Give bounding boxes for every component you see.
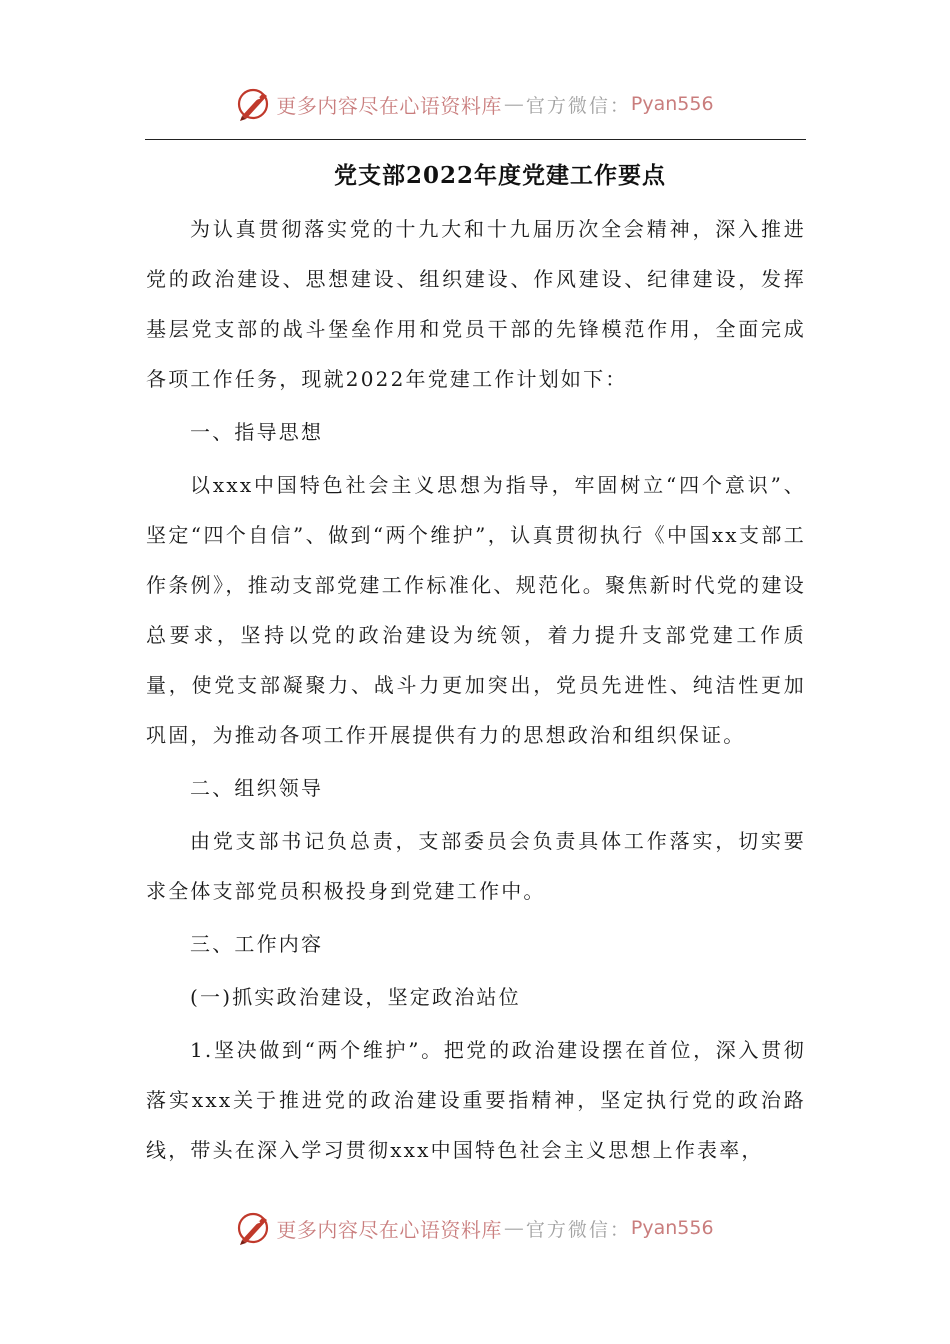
footer-watermark-banner bbox=[0, 1208, 950, 1248]
section-heading-leadership: 二、组织领导 bbox=[190, 776, 324, 800]
banner-wechat-label: 官方微信： bbox=[525, 94, 631, 117]
banner-separator: — bbox=[503, 92, 524, 116]
guiding-thought-paragraph: 以xxx中国特色社会主义思想为指导，牢固树立“四个意识”、坚定“四个自信”、做到“两个维护”，认真贯彻执行《中国xx支部工作条例》，推动支部党建工作标准化、规范化。聚焦新时代党的建设总要求，坚持以党的政治建设为统领，着力提升支部党建工作质量，使党支部凝聚力、战斗力更加突出，党员先进性、纯洁性更加巩固，为推动各项工作开展提供有力的思想政治和组织保证。 bbox=[146, 473, 806, 747]
banner-wechat-label: 官方微信： bbox=[525, 1218, 631, 1241]
pen-logo-icon bbox=[236, 86, 272, 122]
document-title: 党支部2022年度党建工作要点 bbox=[333, 162, 666, 189]
pen-logo-icon bbox=[236, 1210, 272, 1246]
item-paragraph-1: 1.坚决做到“两个维护”。把党的政治建设摆在首位，深入贯彻落实xxx关于推进党的政治建设重要指精神，坚定执行党的政治路线，带头在深入学习贯彻xxx中国特色社会主义思想上作表率， bbox=[146, 1038, 806, 1162]
leadership-paragraph: 由党支部书记负总责，支部委员会负责具体工作落实，切实要求全体支部党员积极投身到党建工作中。 bbox=[146, 829, 806, 903]
header-watermark-banner bbox=[0, 84, 950, 124]
intro-paragraph: 为认真贯彻落实党的十九大和十九届历次全会精神，深入推进党的政治建设、思想建设、组织建设、作风建设、纪律建设，发挥基层党支部的战斗堡垒作用和党员干部的先锋模范作用，全面完成各项工作任务，现就2022年党建工作计划如下： bbox=[146, 217, 806, 391]
banner-separator: — bbox=[503, 1216, 524, 1240]
document-body bbox=[146, 204, 806, 1178]
banner-site-text: 更多内容尽在心语资料库 bbox=[276, 93, 502, 118]
header-divider bbox=[145, 139, 806, 140]
banner-wechat-id: Pyan556 bbox=[630, 93, 714, 115]
subsection-heading-political: (一)抓实政治建设，坚定政治站位 bbox=[190, 985, 521, 1009]
banner-wechat-id: Pyan556 bbox=[630, 1217, 714, 1239]
banner-site-text: 更多内容尽在心语资料库 bbox=[276, 1217, 502, 1242]
section-heading-work-content: 三、工作内容 bbox=[190, 932, 324, 956]
section-heading-guiding-thought: 一、指导思想 bbox=[190, 420, 324, 444]
